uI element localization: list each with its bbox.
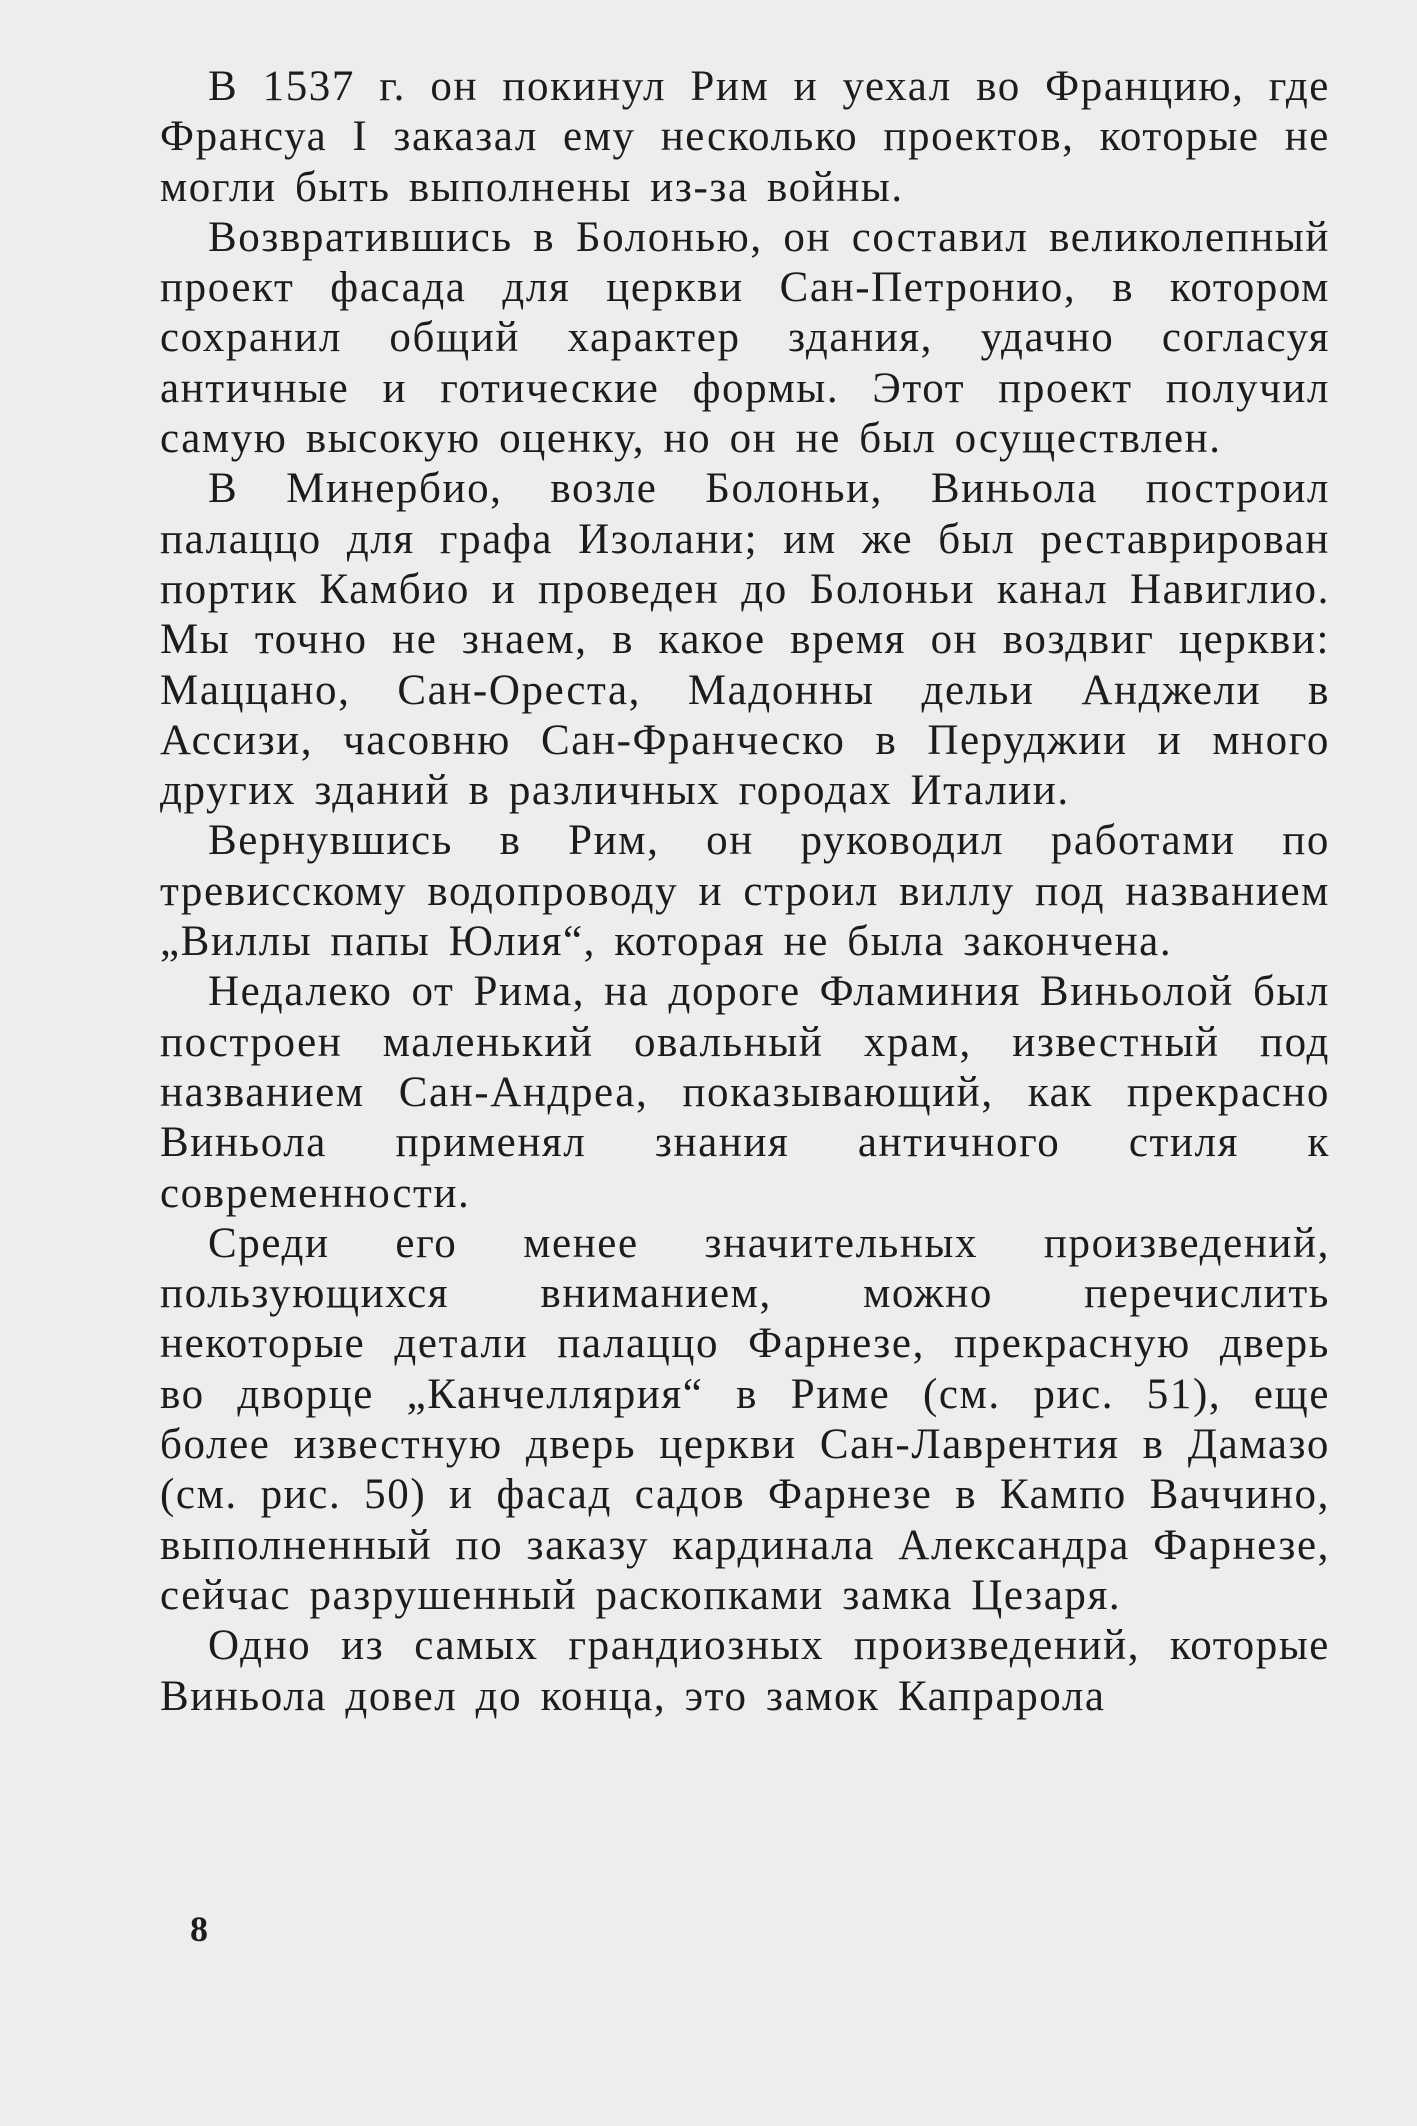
paragraph-6: Среди его менее значительных произведений, пользующихся вниманием, можно перечислить некоторые детали палаццо Фарнезе, прекрасную дверь во дворце „Канчеллярия“ в Риме (см. рис. 51), еще более известную дверь церкви Сан-Лаврентия в Дамазо (см. рис. 50) и фасад садов Фарнезе в Кампо Ваччино, выполненный по заказу кардинала Александра Фарнезе, сейчас разрушенный раскопками замка Цезаря. xyxy=(160,1219,1330,1619)
paragraph-1: В 1537 г. он покинул Рим и уехал во Францию, где Франсуа I заказал ему несколько проектов, которые не могли быть выполнены из-за войны. xyxy=(160,63,1330,211)
page-body xyxy=(160,62,1330,1722)
paragraph-2: Возвратившись в Болонью, он составил великолепный проект фасада для церкви Сан-Петронио, в котором сохранил общий характер здания, удачно согласуя античные и готические формы. Этот проект получил самую высокую оценку, но он не был осуществлен. xyxy=(160,213,1330,463)
paragraph-7: Одно из самых грандиозных произведений, которые Виньола довел до конца, это замок Капрарола xyxy=(160,1622,1330,1720)
paragraph-3: В Минербио, возле Болоньи, Виньола построил палаццо для графа Изолани; им же был реставрирован портик Камбио и проведен до Болоньи канал Навиглио. Мы точно не знаем, в какое время он воздвиг церкви: Маццано, Сан-Ореста, Мадонны дельи Анджели в Ассизи, часовню Сан-Франческо в Перуджии и много других зданий в различных городах Италии. xyxy=(160,465,1330,815)
paragraph-5: Недалеко от Рима, на дороге Фламиния Виньолой был построен маленький овальный храм, известный под названием Сан-Андреа, показывающий, как прекрасно Виньола применял знания античного стиля к современности. xyxy=(160,968,1330,1217)
page-number: 8 xyxy=(190,1909,208,1949)
paragraph-4: Вернувшись в Рим, он руководил работами по тревисскому водопроводу и строил виллу под названием „Виллы папы Юлия“, которая не была закончена. xyxy=(160,817,1330,966)
